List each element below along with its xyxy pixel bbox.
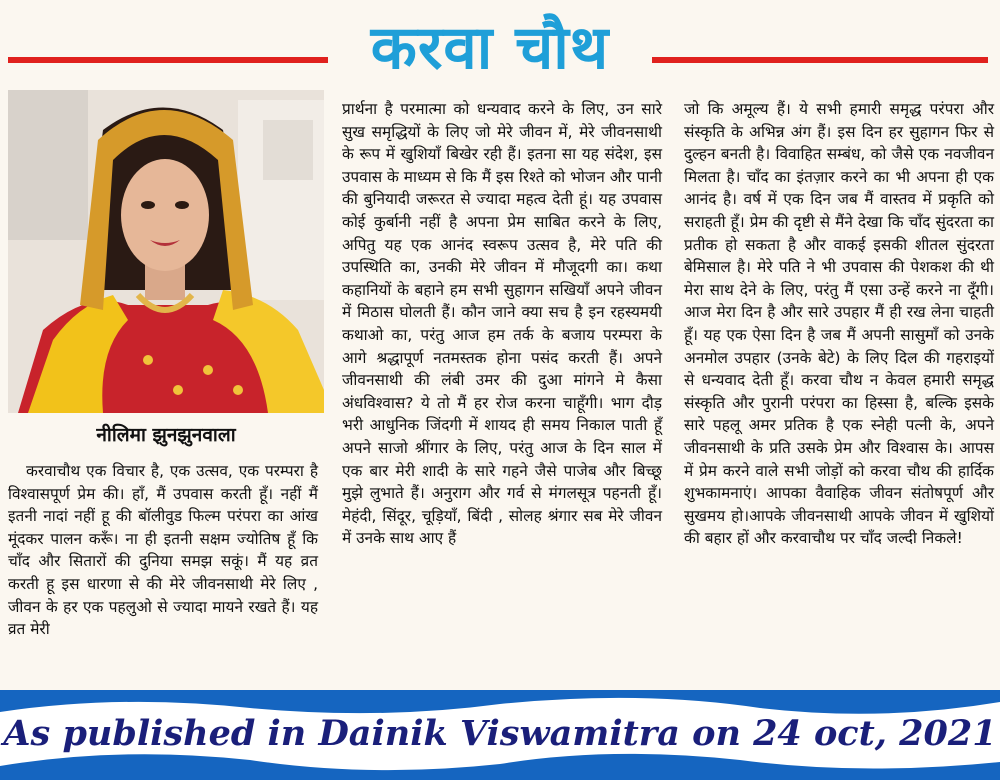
column-2-text: प्रार्थना है परमात्मा को धन्यवाद करने के लिए, उन सारे सुख समृद्धियों के लिए जो मेरे जीवन में, मेरे जीवनसाथी के रूप में खुशियाँ बिखेर रही हैं। इतना सा यह संदेश, इस उपवास के माध्यम से कि मैं इस रिश्ते को भोजन और पानी की बुनियादी जरूरत से ज्यादा महत्व देती हूं। यह उपवास कोई कुर्बानी नहीं है अपना प्रेम साबित करने के लिए, अपितु यह एक आनंद स्वरूप उत्सव है, मेरे पति की उपस्थिति का, उनकी मेरे जीवन में मौजूदगी का। कथा कहानियों के बहाने हम सभी सुहागन सखियाँ अपने जीवन में मिठास घोलती हैं। कौन जाने क्या सच है इन रहस्यमयी कथाओ का, परंतु आज हम तर्क के बजाय परम्परा के आगे श्रद्धापूर्ण नतमस्तक होना पसंद करती हैं। अपने जीवनसाथी की लंबी उमर की दुआ मांगने मे कैसा अंधविश्वास? ये तो मैं हर रोज करना चाहूँगी। भाग दौड़ भरी आधुनिक जिंदगी में शायद ही समय निकाल पाती हूँ अपने साजो श्रींगार के लिए, परंतु आज के दिन साल में एक बार मेरी शादी के सारे गहने जैसे पाजेब और बिच्छू मुझे लुभाते हैं। अनुराग और गर्व से मंगलसूत्र पहनती हूँ। मेहंदी, सिंदूर, चूड़ियाँ, बिंदी , सोलह श्रंगार सब मेरे जीवन में उनके साथ आए हैं [342,100,662,548]
article-column-2 [342,98,662,550]
header-rule-left [8,57,328,63]
banner-text: As published in Dainik Viswamitra on 24 oct, 2021 [3,713,997,754]
masthead [0,0,1000,88]
column-3-text: जो कि अमूल्य हैं। ये सभी हमारी समृद्ध परंपरा और संस्कृति के अभिन्न अंग हैं। इस दिन हर सुहागन फिर से दुल्हन बनती है। विवाहित सम्बंध, को जैसे एक नवजीवन मिलता है। चाँद का इंतज़ार करने का भी अपना ही एक आनंद है। वर्ष में एक दिन जब मैं वास्तव में प्रकृति को सराहती हूँ। प्रेम की दृष्टी से मैंने देखा कि चाँद सुंदरता का प्रतीक हो सकता है और वाकई इसकी शीतल सुंदरता बेमिसाल है। मेरे पति ने भी उपवास की पेशकश की थी मेरा साथ देने के लिए, परंतु मैं एसा उन्हें करने ना दूँगी। आज मेरा दिन है और सारे उपहार मैं ही रख लेना चाहती हूँ। यह एक ऐसा दिन है जब मैं अपनी सासुमाँ को उनके अनमोल उपहार (उनके बेटे) के लिए दिल की गहराइयों से धन्यवाद देती हूँ। करवा चौथ न केवल हमारी समृद्ध संस्कृति और पुरानी परंपरा का हिस्सा है, बल्कि इसके सारे पहलू अमर प्रतिक है एक स्नेही पत्नी के, अपने जीवनसाथी के प्रति उसके प्रेम और विश्वास के। आपस में प्रेम करने वाले सभी जोड़ों को करवा चौथ की हार्दिक शुभकामनाएं। आपका वैवाहिक जीवन संतोषपूर्ण और सुखमय हो।आपके जीवनसाथी आपके जीवन में खुशियों की बहार हों और करवाचौथ पर चाँद जल्दी निकले! [684,100,994,548]
article-column-1 [8,460,318,641]
author-photo [8,90,324,413]
column-1-text: करवाचौथ एक विचार है, एक उत्सव, एक परम्परा है विश्वासपूर्ण प्रेम की। हाँ, मैं उपवास करती हूँ। नहीं मैं इतनी नादां नहीं हू की बॉलीवुड फिल्म परंपरा का आंख मूंदकर पालन करूँ। ना ही इतनी सक्षम ज्योतिष हूँ कि चाँद और सितारों की दुनिया समझ सकूं। मैं यह व्रत करती हू इस धारणा से की मेरे जीवनसाथी मेरे लिए , जीवन के हर एक पहलुओ से ज्यादा मायने रखते हैं। यह व्रत मेरी [8,462,318,639]
author-name: नीलिमा झुनझुनवाला [96,424,236,446]
publication-banner [0,690,1000,780]
article-column-3 [684,98,994,550]
article-title: करवा चौथ [370,13,610,83]
author-portrait-illustration [8,90,324,413]
header-rule-right [652,57,988,63]
